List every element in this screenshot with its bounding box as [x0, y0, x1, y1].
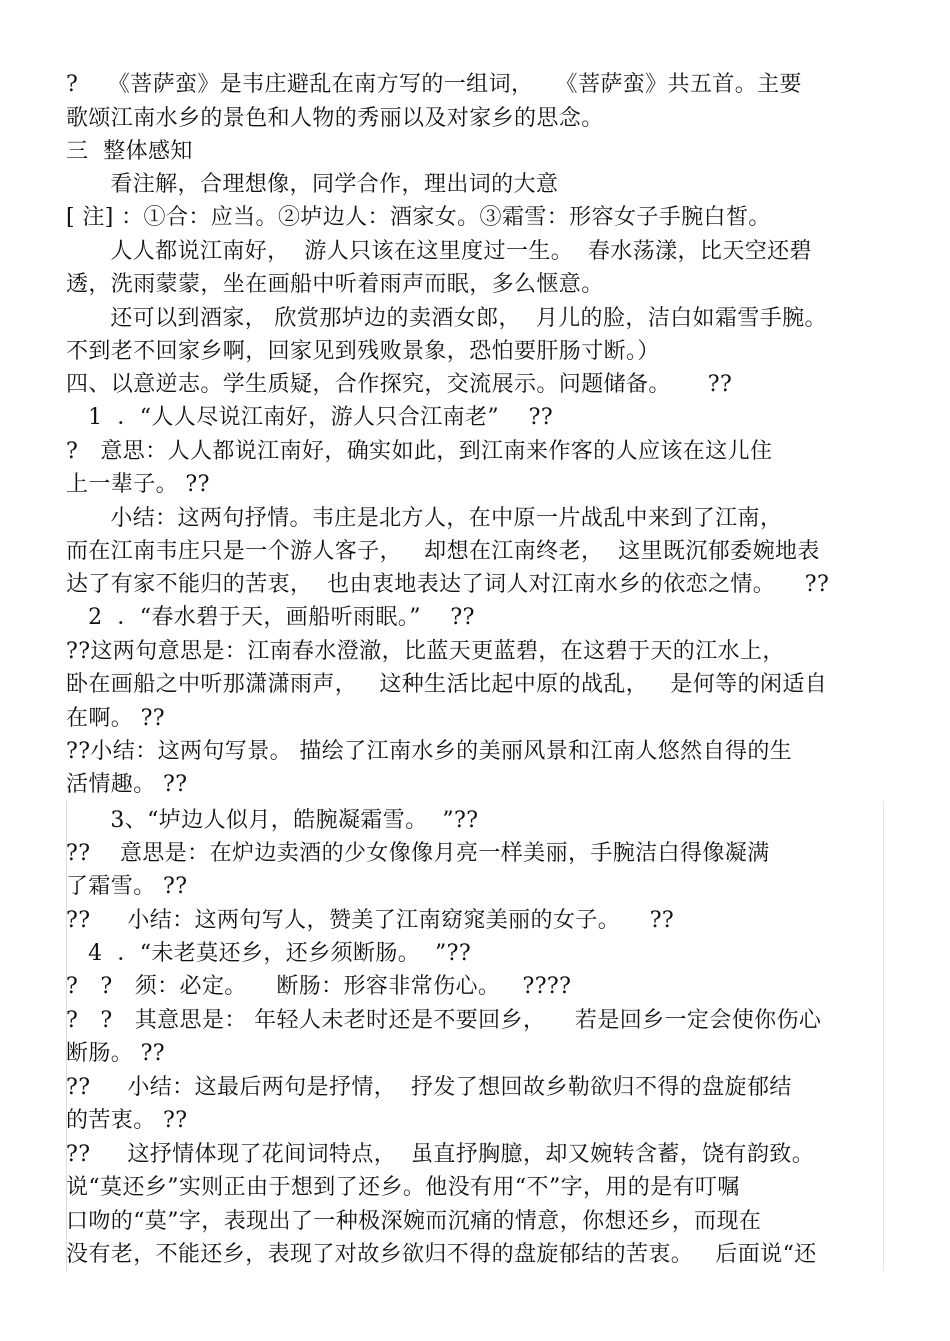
text-line-14: 小结：这两句抒情。韦庄是北方人，在中原一片战乱中来到了江南，: [66, 506, 783, 531]
text-line-34: 说“莫还乡”实则正由于想到了还乡。他没有用“不”字，用的是有叮嘱: [66, 1175, 740, 1200]
text-line-25: 了霜雪。 ??: [66, 874, 188, 899]
text-line-4: 看注解，合理想像，同学合作，理出词的大意: [66, 172, 559, 197]
section-heading-4: 四、以意逆志。学生质疑，合作探究，交流展示。问题储备。 ??: [66, 372, 733, 397]
section-heading-3: 三 整体感知: [66, 139, 193, 164]
question-4: 4 ．“未老莫还乡，还乡须断肠。 ”??: [66, 941, 472, 966]
text-line-26: ?? 小结：这两句写人，赞美了江南窈窕美丽的女子。 ??: [66, 908, 675, 933]
text-line-29: ? ? 其意思是： 年轻人未老时还是不要回乡， 若是回乡一定会使你伤心: [66, 1008, 822, 1033]
text-line-1: ? 《菩萨蛮》是韦庄避乱在南方写的一组词， 《菩萨蛮》共五首。主要: [66, 72, 802, 97]
text-line-36: 没有老，不能还乡，表现了对故乡欲归不得的盘旋郁结的苦衷。 后面说“还: [66, 1242, 817, 1267]
question-3: 3、“垆边人似月，皓腕凝霜雪。 ”??: [66, 808, 479, 833]
text-line-33: ?? 这抒情体现了花间词特点， 虽直抒胸臆，却又婉转含蓄，饶有韵致。: [66, 1142, 815, 1167]
text-line-24: ?? 意思是：在炉边卖酒的少女像像月亮一样美丽，手腕洁白得像凝满: [66, 841, 770, 866]
text-line-8: 还可以到酒家， 欣赏那垆边的卖酒女郎， 月儿的脸，洁白如霜雪手腕。: [66, 306, 827, 331]
text-line-12: ? 意思：人人都说江南好，确实如此，到江南来作客的人应该在这儿住: [66, 439, 773, 464]
annotation-line: [ 注] ：①合：应当。②垆边人：酒家女。③霜雪：形容女子手腕白皙。: [66, 205, 771, 230]
text-line-6: 人人都说江南好， 游人只该在这里度过一生。 春水荡漾，比天空还碧: [66, 239, 812, 264]
text-line-15: 而在江南韦庄只是一个游人客子， 却想在江南终老， 这里既沉郁委婉地表: [66, 539, 820, 564]
text-line-30: 断肠。 ??: [66, 1041, 165, 1066]
right-margin-rule: [883, 801, 884, 1271]
text-line-7: 透，洗雨蒙蒙，坐在画船中听着雨声而眠，多么惬意。: [66, 272, 604, 297]
text-line-32: 的苦衷。 ??: [66, 1108, 188, 1133]
text-line-21: ??小结：这两句写景。 描绘了江南水乡的美丽风景和江南人悠然自得的生: [66, 739, 793, 764]
text-line-2: 歌颂江南水乡的景色和人物的秀丽以及对家乡的思念。: [66, 106, 604, 131]
text-line-31: ?? 小结：这最后两句是抒情， 抒发了想回故乡勒欲归不得的盘旋郁结: [66, 1075, 792, 1100]
text-line-18: ??这两句意思是：江南春水澄澈，比蓝天更蓝碧，在这碧于天的江水上，: [66, 639, 785, 664]
question-1: 1 ．“人人尽说江南好，游人只合江南老” ??: [66, 405, 554, 430]
text-line-28: ? ? 须：必定。 断肠：形容非常伤心。 ????: [66, 974, 572, 999]
text-line-22: 活情趣。 ??: [66, 772, 188, 797]
text-line-35: 口吻的“莫”字，表现出了一种极深婉而沉痛的情意，你想还乡，而现在: [66, 1209, 762, 1234]
text-line-16: 达了有家不能归的苦衷， 也由衷地表达了词人对江南水乡的依恋之情。 ??: [66, 572, 830, 597]
question-2: 2 ．“春水碧于天，画船听雨眠。” ??: [66, 605, 475, 630]
text-line-13: 上一辈子。 ??: [66, 472, 210, 497]
text-line-19: 卧在画船之中听那潇潇雨声， 这种生活比起中原的战乱， 是何等的闲适自: [66, 672, 828, 697]
text-line-20: 在啊。 ??: [66, 706, 165, 731]
text-line-9: 不到老不回家乡啊，回家见到残败景象，恐怕要肝肠寸断。）: [66, 339, 660, 364]
